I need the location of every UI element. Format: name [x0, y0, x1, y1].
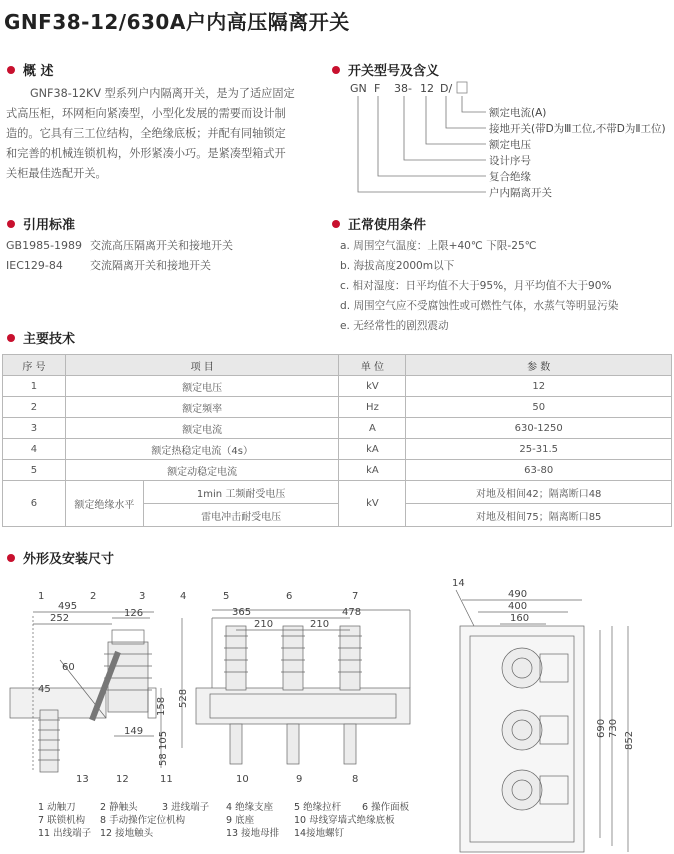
model-code-f: F — [374, 82, 381, 95]
overview-line: 造的。它具有三工位结构，全绝缘底板；并配有同轴锁定 — [6, 127, 286, 140]
table-row — [3, 397, 672, 418]
dim-730: 730 — [608, 718, 619, 738]
cell-value: 63-80 — [406, 460, 672, 481]
cell-no: 3 — [3, 418, 66, 439]
callout-6: 6 — [286, 591, 293, 602]
cell-item: 1min 工频耐受电压 — [143, 481, 339, 504]
legend-item: 2 静触头 — [100, 802, 138, 813]
dim-365: 365 — [232, 607, 252, 618]
legend-item: 6 操作面板 — [362, 802, 410, 813]
dim-105: 105 — [158, 730, 169, 750]
bullet-dot-icon — [332, 66, 340, 74]
col-header-item: 项 目 — [65, 355, 339, 376]
standard-desc: 交流高压隔离开关和接地开关 — [90, 239, 233, 252]
overview-line: 关柜最佳选配开关。 — [6, 167, 107, 180]
cell-group: 额定绝缘水平 — [65, 481, 143, 527]
bullet-dot-icon — [7, 334, 15, 342]
col-header-value: 参 数 — [406, 355, 672, 376]
cell-no: 1 — [3, 376, 66, 397]
cell-value: 50 — [406, 397, 672, 418]
model-meaning-earth: 接地开关(带D为Ⅲ工位,不带D为Ⅱ工位) — [489, 123, 666, 135]
legend-item: 1 动触刀 — [38, 802, 76, 813]
standard-item — [6, 236, 326, 256]
cell-value: 25-31.5 — [406, 439, 672, 460]
callout-5: 5 — [223, 591, 230, 602]
dim-126: 126 — [124, 608, 144, 619]
overview-heading — [7, 60, 54, 79]
side-insulator-bottom — [40, 710, 58, 772]
cell-unit: kA — [339, 460, 406, 481]
page-title: GNF38-12/630A户内高压隔离开关 — [4, 10, 350, 34]
table-row — [3, 376, 672, 397]
legend-item: 5 绝缘拉杆 — [294, 802, 342, 813]
standards-list — [6, 236, 326, 276]
legend-item: 4 绝缘支座 — [226, 802, 274, 813]
cell-no: 5 — [3, 460, 66, 481]
callout-2: 2 — [90, 591, 97, 602]
dim-210a: 210 — [254, 619, 274, 630]
tech-heading — [7, 328, 75, 347]
tech-heading-text: 主要技术 — [23, 332, 76, 347]
standard-desc: 交流隔离开关和接地开关 — [90, 259, 211, 272]
callout-14: 14 — [452, 578, 465, 589]
cell-item: 额定电流 — [65, 418, 339, 439]
condition-item: a. 周围空气温度：上限+40℃ 下限-25℃ — [340, 240, 537, 252]
overview-line: 和完善的机械连锁机构，外形紧凑小巧。是紧凑型箱式开 — [6, 147, 286, 160]
cell-unit: kA — [339, 439, 406, 460]
callout-8: 8 — [352, 774, 359, 785]
legend-item: 10 母线穿墙式绝缘底板 — [294, 815, 395, 826]
model-heading-text: 开关型号及含义 — [348, 64, 440, 79]
model-code-leader-lines — [358, 96, 486, 192]
model-meaning-insulation: 复合绝缘 — [489, 171, 531, 183]
legend-row — [38, 827, 438, 840]
cell-item: 额定热稳定电流（4s） — [65, 439, 339, 460]
model-meaning-design: 设计序号 — [489, 155, 531, 167]
table-row — [3, 460, 672, 481]
callout-13: 13 — [76, 774, 89, 785]
standard-code: GB1985-1989 — [6, 239, 83, 252]
cell-item: 额定电压 — [65, 376, 339, 397]
cell-no: 6 — [3, 481, 66, 527]
cell-item: 额定动稳定电流 — [65, 460, 339, 481]
cell-value: 对地及相间75；隔离断口85 — [406, 504, 672, 527]
col-header-unit: 单 位 — [339, 355, 406, 376]
legend-item: 3 进线端子 — [162, 802, 210, 813]
standard-item — [6, 256, 326, 276]
condition-item: d. 周围空气应不受腐蚀性或可燃性气体，水蒸气等明显污染 — [340, 300, 619, 312]
overview-line: GNF38-12KV 型系列户内隔离开关，是为了适应固定 — [30, 87, 295, 100]
top-bushing-c — [502, 770, 542, 810]
top-bushing-a — [502, 648, 542, 688]
condition-item: b. 海拔高度2000m以下 — [340, 260, 455, 272]
legend-item: 12 接地触头 — [100, 828, 154, 839]
model-code-38: 38- — [394, 82, 412, 95]
condition-item: e. 无经常性的剧烈震动 — [340, 320, 449, 332]
dim-495: 495 — [58, 601, 78, 612]
bullet-dot-icon — [332, 220, 340, 228]
conditions-list — [340, 236, 670, 336]
overview-heading-text: 概 述 — [23, 64, 54, 79]
dim-45: 45 — [38, 684, 51, 695]
dim-400: 400 — [508, 601, 528, 612]
cell-value: 630-1250 — [406, 418, 672, 439]
conditions-heading-text: 正常使用条件 — [348, 218, 427, 233]
dim-852: 852 — [624, 730, 635, 750]
overview-line: 式高压柜，环网柜向紧凑型，小型化发展的需要而设计制 — [6, 107, 286, 120]
overview-text — [6, 84, 326, 184]
model-code-gn: GN — [350, 82, 367, 95]
cell-no: 2 — [3, 397, 66, 418]
standards-heading-text: 引用标准 — [23, 218, 76, 233]
drawing-heading — [7, 548, 114, 567]
drawing-heading-text: 外形及安装尺寸 — [23, 552, 115, 567]
cell-unit: kV — [339, 481, 406, 527]
legend-item: 14接地螺钉 — [294, 828, 345, 839]
top-bushing-b — [502, 710, 542, 750]
cell-value: 对地及相间42；隔离断口48 — [406, 481, 672, 504]
cell-value: 12 — [406, 376, 672, 397]
legend-item: 9 底座 — [226, 815, 255, 826]
legend-row — [38, 801, 438, 814]
dim-58: 58 — [158, 753, 169, 766]
cell-unit: Hz — [339, 397, 406, 418]
cell-item: 雷电冲击耐受电压 — [143, 504, 339, 527]
dim-478: 478 — [342, 607, 362, 618]
dim-528: 528 — [178, 688, 189, 708]
callout-1: 1 — [38, 591, 45, 602]
dim-490: 490 — [508, 589, 528, 600]
legend-item: 13 接地母排 — [226, 828, 280, 839]
legend-item: 8 手动操作定位机构 — [100, 815, 186, 826]
model-code-d: D/ — [440, 82, 453, 95]
callout-12: 12 — [116, 774, 129, 785]
standards-heading — [7, 214, 75, 233]
tech-table-header — [3, 355, 672, 376]
model-meaning-indoor: 户内隔离开关 — [489, 187, 552, 199]
parts-legend — [38, 801, 438, 840]
tech-table — [2, 354, 672, 527]
callout-7: 7 — [352, 591, 359, 602]
dim-60: 60 — [62, 662, 75, 673]
table-row — [3, 481, 672, 504]
model-meaning-voltage: 额定电压 — [489, 139, 531, 151]
table-row — [3, 418, 672, 439]
bullet-dot-icon — [7, 554, 15, 562]
cell-no: 4 — [3, 439, 66, 460]
col-header-no: 序 号 — [3, 355, 66, 376]
dim-252: 252 — [50, 613, 70, 624]
dim-210b: 210 — [310, 619, 330, 630]
callout-9: 9 — [296, 774, 303, 785]
dim-158: 158 — [156, 696, 167, 716]
dim-690: 690 — [596, 718, 607, 738]
model-code-diagram — [340, 76, 674, 226]
legend-item: 7 联锁机构 — [38, 815, 86, 826]
legend-item: 11 出线端子 — [38, 828, 92, 839]
dim-149: 149 — [124, 726, 144, 737]
legend-row — [38, 814, 438, 827]
conditions-heading — [332, 214, 426, 233]
table-row — [3, 439, 672, 460]
callout-3: 3 — [139, 591, 146, 602]
standard-code: IEC129-84 — [6, 259, 63, 272]
condition-item: c. 相对湿度：日平均值不大于95%，月平均值不大于90% — [340, 280, 612, 292]
callout-10: 10 — [236, 774, 249, 785]
side-insulator-top — [108, 642, 148, 712]
front-base-plate — [196, 688, 410, 724]
callout-4: 4 — [180, 591, 187, 602]
model-meaning-current: 额定电流(A) — [489, 107, 547, 119]
dim-160: 160 — [510, 613, 530, 624]
cell-unit: A — [339, 418, 406, 439]
callout-11: 11 — [160, 774, 173, 785]
cell-unit: kV — [339, 376, 406, 397]
cell-item: 额定频率 — [65, 397, 339, 418]
bullet-dot-icon — [7, 66, 15, 74]
model-code-12: 12 — [420, 82, 434, 95]
model-code-box — [457, 82, 467, 93]
bullet-dot-icon — [7, 220, 15, 228]
